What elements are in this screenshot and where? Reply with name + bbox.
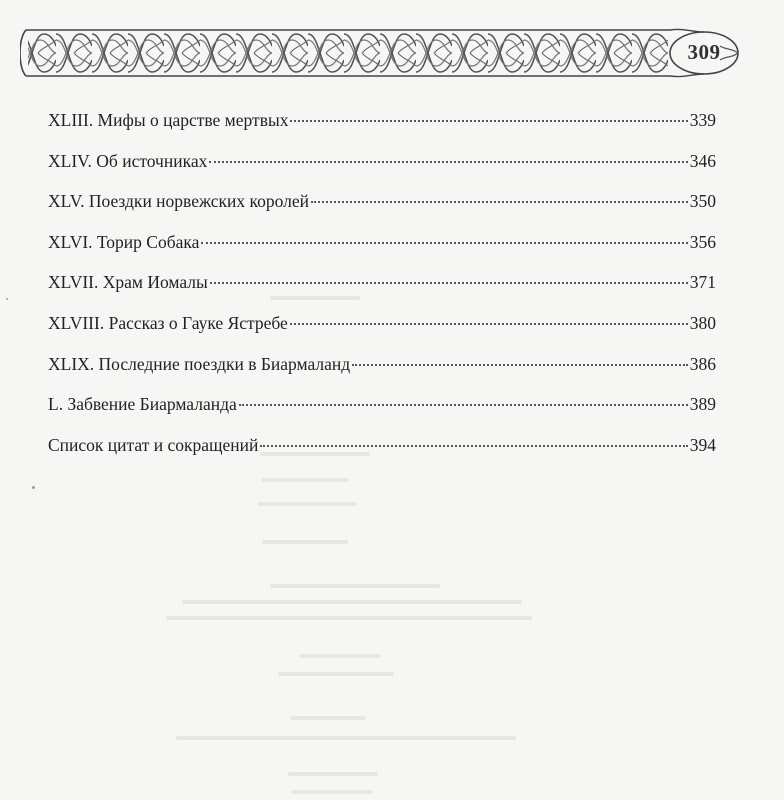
- toc-entry-title: XLVIII. Рассказ о Гауке Ястребе: [48, 312, 288, 333]
- toc-dot-leader: [290, 120, 687, 122]
- toc-entry-title: XLVII. Храм Иомалы: [48, 272, 208, 293]
- toc-entry[interactable]: [48, 222, 716, 263]
- toc-dot-leader: [210, 282, 688, 284]
- toc-entry-title: XLVI. Торир Собака: [48, 231, 200, 252]
- page-number: 309: [687, 40, 721, 64]
- toc-entry-title: XLIX. Последние поездки в Биармаланд: [48, 353, 351, 374]
- toc-entry-page: 386: [689, 353, 716, 374]
- toc-entry[interactable]: [48, 425, 716, 466]
- toc-dot-leader: [260, 445, 687, 447]
- toc-entry-page: 346: [689, 150, 716, 171]
- toc-dot-leader: [311, 201, 688, 203]
- toc-entry[interactable]: [48, 181, 716, 222]
- celtic-knot-band-icon: [20, 26, 740, 80]
- toc-dot-leader: [290, 323, 688, 325]
- toc-entry-title: XLV. Поездки норвежских королей: [48, 191, 310, 212]
- toc-entry-title: XLIV. Об источниках: [48, 150, 208, 171]
- paper-speck: [6, 298, 8, 300]
- toc-entry-title: L. Забвение Биармаланда: [48, 394, 237, 415]
- toc-entry-page: 371: [689, 272, 716, 293]
- toc-entry[interactable]: [48, 141, 716, 182]
- toc-entry[interactable]: [48, 303, 716, 344]
- toc-entry-page: 339: [689, 110, 716, 130]
- toc-entry[interactable]: [48, 262, 716, 303]
- toc-entry-page: 394: [689, 434, 716, 455]
- toc-dot-leader: [201, 242, 687, 244]
- toc-entry[interactable]: [48, 100, 716, 141]
- toc-entry-page: 389: [689, 394, 716, 415]
- toc-entry[interactable]: [48, 384, 716, 425]
- table-of-contents: [48, 100, 716, 465]
- toc-entry[interactable]: [48, 344, 716, 385]
- toc-entry-page: 380: [689, 312, 716, 333]
- toc-entry-title: XLIII. Мифы о царстве мертвых: [48, 110, 289, 130]
- paper-speck: [32, 486, 35, 489]
- toc-entry-page: 350: [689, 191, 716, 212]
- toc-dot-leader: [352, 364, 688, 366]
- toc-entry-page: 356: [689, 231, 716, 252]
- toc-dot-leader: [209, 161, 687, 163]
- toc-entry-title: Список цитат и сокращений: [48, 434, 259, 455]
- toc-dot-leader: [239, 404, 688, 406]
